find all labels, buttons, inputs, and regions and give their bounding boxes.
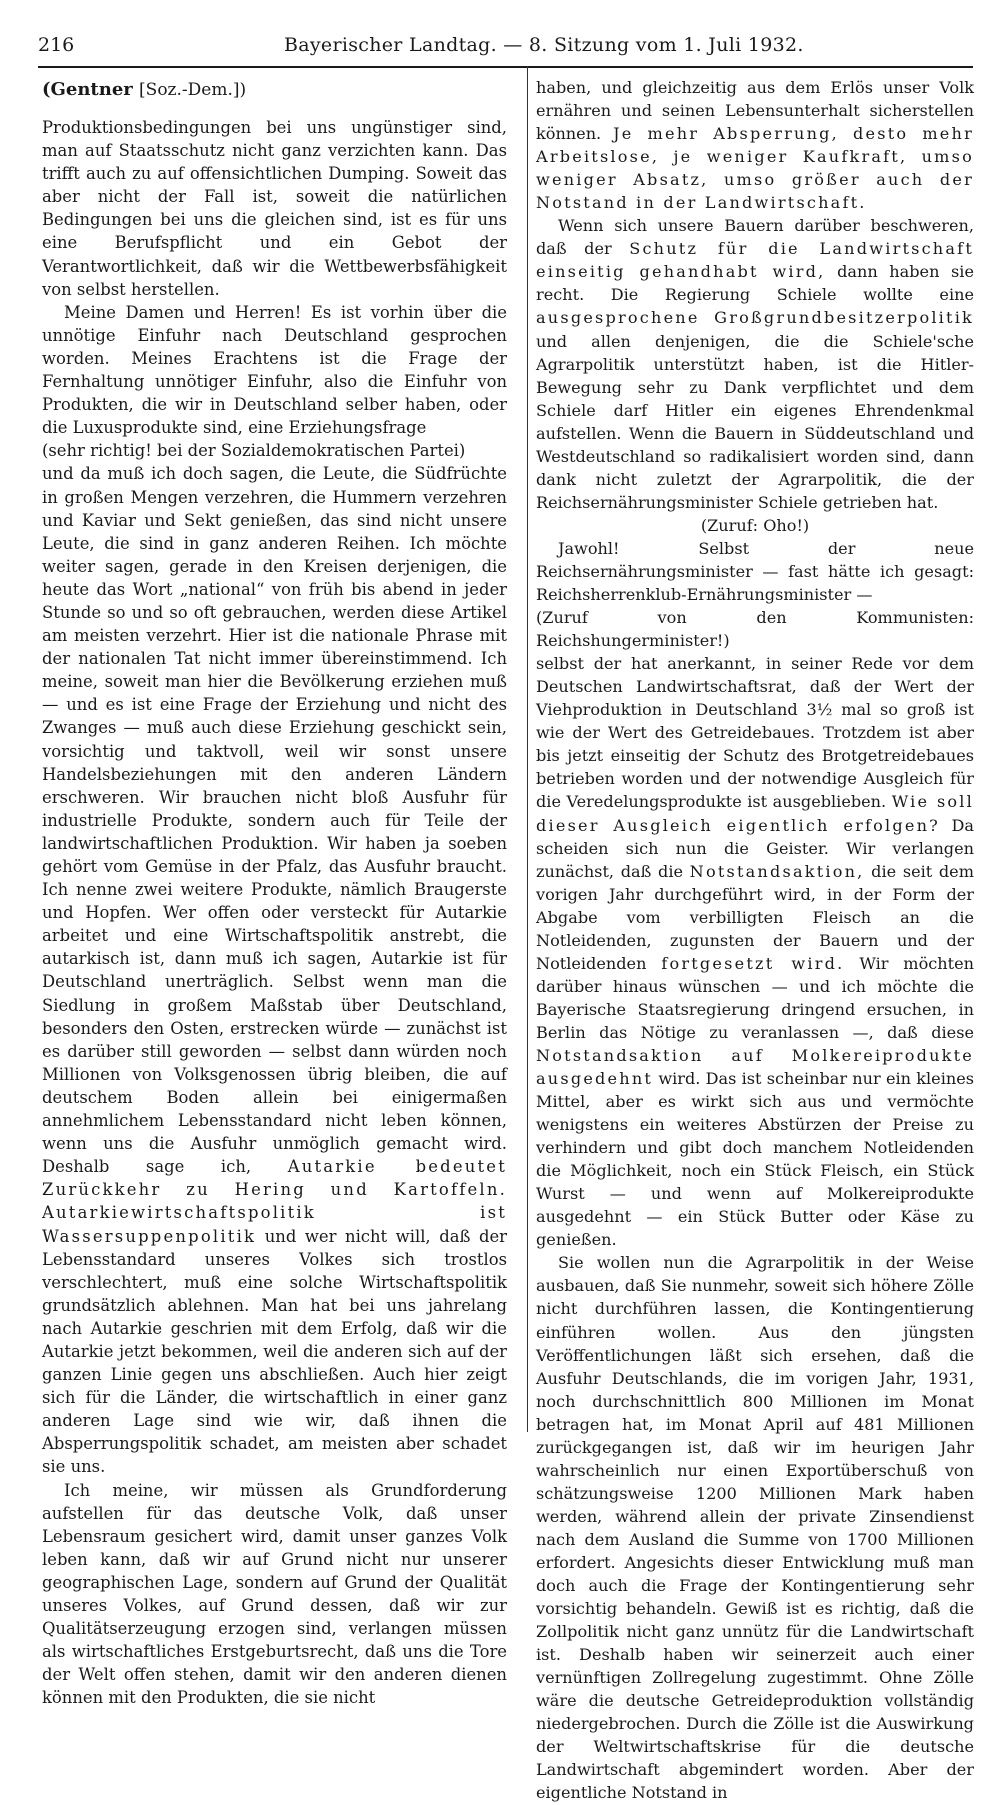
paragraph <box>42 462 507 1478</box>
paragraph <box>536 76 974 214</box>
interjection: (Zuruf: Oho!) <box>700 515 810 535</box>
emphasis-text: fortgesetzt wird. <box>661 953 845 973</box>
text-run: Wir möchten darüber hinaus wünschen — und ich möchte die Bayerische Staatsregierung dringend ersuchen, in Berlin das Nötige zu veranlassen —, daß diese <box>536 953 974 1042</box>
text-run: dann haben sie recht. Die Regierung Schiele wollte eine <box>536 262 974 305</box>
text-run: und wer nicht will, daß der Lebensstandard unseres Volkes sich trostlos verschlechtert, muß eine solche Wirtschaftspolitik grundsätzlich ablehnen. Man hat bei uns jahrelang nach Autarkie geschrien mit dem Erfolg, daß wir die Autarkie jetzt bekommen, weil die anderen sich auf der ganzen Linie gegen uns abschließen. Auch hier zeigt sich für die Länder, die wirtschaftlich in einer ganz anderen Lage sind wie wir, daß ihnen die Absperrungspolitik schadet, am meisten aber schadet sie uns. <box>42 1226 507 1477</box>
speaker-heading <box>42 76 507 104</box>
emphasis-text: Autarkie bedeutet Zurückkehr zu Hering und Kartoffeln. Autarkiewirtschaftspolitik ist Wassersuppenpolitik <box>42 1157 507 1246</box>
paragraph: Produktionsbedingungen bei uns ungünstiger sind, man auf Staatsschutz nicht ganz verzichten kann. Das trifft auch zu auf offensichtlichen Dumping. Soweit das aber nicht der Fall ist, soweit die natürlichen Bedingungen bei uns die gleichen sind, ist es für uns eine Berufspflicht und ein Gebot der Verantwortlichkeit, daß wir die Wettbewerbsfähigkeit von selbst herstellen. <box>42 118 507 299</box>
running-title: Bayerischer Landtag. — 8. Sitzung vom 1. Juli 1932. <box>284 34 804 56</box>
paragraph: Jawohl! Selbst der neue Reichsernährungsminister — fast hätte ich gesagt: Reichsherrenklub-Ernährungsminister — <box>536 538 974 605</box>
paragraph: Meine Damen und Herren! Es ist vorhin über die unnötige Einfuhr nach Deutschland gesprochen worden. Meines Erachtens ist die Frage der Fernhaltung unnötiger Einfuhr, also die Einfuhr von Produkten, die wir in Deutschland selber haben, oder die Luxusprodukte sind, eine Erziehungsfrage <box>42 302 507 438</box>
emphasis-text: Schutz für die Landwirtschaft einseitig gehandhabt wird, <box>536 239 974 282</box>
text-run: wird. Das ist scheinbar nur ein kleines Mittel, aber es wirkt sich aus und vermöchte wenigstens ein weiteres Abstürzen der Preise zu verhindern und gibt doch manchem Notleidenden die Möglichkeit, noch ein Stück Fleisch, ein Stück Wurst — und wenn auf Molkereiprodukte ausgedehnt — ein Stück Butter oder Käse zu genießen. <box>536 1069 974 1250</box>
emphasis-text: Je mehr Absperrung, desto mehr Arbeitslose, je weniger Kaufkraft, umso weniger Absatz, umso größer auch der Notstand in der Landwirtschaft. <box>536 124 974 213</box>
emphasis-text: Notstandsaktion, <box>689 861 865 881</box>
emphasis-text: Notstandsaktion auf Molkereiprodukte ausgedehnt <box>536 1045 974 1089</box>
right-column <box>536 76 974 1805</box>
column-divider <box>527 66 528 1432</box>
speaker-party: [Soz.-Dem.]) <box>139 80 247 100</box>
header-rule <box>38 66 973 68</box>
page-header <box>38 30 968 62</box>
interjection: (Zuruf von den Kommunisten: Reichshungerminister!) <box>536 608 974 651</box>
speaker-name: (Gentner <box>42 79 133 100</box>
text-run: Wenn sich unsere Bauern darüber beschweren, daß der <box>536 216 974 259</box>
text-run: Da scheiden sich nun die Geister. Wir verlangen zunächst, daß die <box>536 815 974 881</box>
text-run: haben, und gleichzeitig aus dem Erlös unser Volk ernähren und seinen Lebensunterhalt sicherstellen können. <box>536 78 974 144</box>
emphasis-text: ausgesprochene Großgrundbesitzerpolitik <box>536 308 974 328</box>
text-run: und da muß ich doch sagen, die Leute, die Südfrüchte in großen Mengen verzehren, die Hummern verzehren und Kaviar und Sekt genießen, das sind nicht unsere Leute, die sind in ganz anderen Reihen. Ich möchte weiter sagen, gerade in den Kreisen derjenigen, die heute das Wort „national“ von früh bis abend in jeder Stunde so und so oft gebrauchen, werden diese Artikel am meisten verzehrt. Hier ist die nationale Phrase mit der nationalen Tat nicht immer übereinstimmend. Ich meine, soweit man hier die Bevölkerung erziehen muß — und es ist eine Frage der Erziehung und nicht des Zwanges — muß auch diese Erziehung geschickt sein, vorsichtig und taktvoll, weil wir sonst unsere Handelsbeziehungen mit den anderen Ländern erschweren. Wir brauchen nicht bloß Ausfuhr für industrielle Produkte, sondern auch für Teile der landwirtschaftlichen Produktion. Wir haben ja soeben gehört vom Gemüse in der Pfalz, das Ausfuhr braucht. Ich nenne zwei weitere Produkte, nämlich Braugerste und Hopfen. Wer offen oder versteckt für Autarkie arbeitet und eine Wirtschaftspolitik anstrebt, die autarkisch ist, dann muß ich sagen, Autarkie ist für Deutschland unerträglich. Selbst wenn man die Siedlung in großem Maßstab über Deutschland, besonders den Osten, erstrecken würde — zunächst ist es darüber still geworden — selbst dann würden noch Millionen von Volksgenossen übrig bleiben, die auf deutschem Boden allein bei einigermaßen annehmlichem Lebensstandard nicht leben können, wenn uns die Ausfuhr unmöglich gemacht wird. Deshalb sage ich, <box>42 464 507 1177</box>
text-run: und allen denjenigen, die die Schiele'sche Agrarpolitik unterstützt haben, ist die Hitler-Bewegung sehr zu Dank verpflichtet und dem Schiele darf Hitler ein eigenes Ehrendenkmal aufstellen. Wenn die Bauern in Süddeutschland und Westdeutschland so radikalisiert worden sind, dann dank nicht zuletzt der Agrarpolitik, die der Reichsernährungsminister Schiele getrieben hat. <box>536 331 974 512</box>
paragraph <box>536 652 974 1251</box>
text-run: die seit dem vorigen Jahr durchgeführt wird, in der Form der Abgabe vom verbilligten Fleisch an die Notleidenden, zugunsten der Bauern und der Notleidenden <box>536 861 974 973</box>
paragraph <box>536 214 974 514</box>
left-column <box>42 76 507 1709</box>
paragraph: Ich meine, wir müssen als Grundforderung aufstellen für das deutsche Volk, daß unser Lebensraum gesichert wird, damit unser ganzes Volk leben kann, daß wir auf Grund nicht nur unserer geographischen Lage, sondern auf Grund der Qualität unseres Volkes, auf Grund dessen, daß wir zur Qualitätserzeugung erzogen sind, verlangen müssen als wirtschaftliches Erstgeburtsrecht, daß uns die Tore der Welt offen stehen, damit wir den anderen dienen können mit den Produkten, die sie nicht <box>42 1480 507 1708</box>
emphasis-text: Wie soll dieser Ausgleich eigentlich erfolgen? <box>536 792 974 835</box>
text-run: selbst der hat anerkannt, in seiner Rede vor dem Deutschen Landwirtschaftsrat, daß der Wert der Viehproduktion in Deutschland 3½ mal so groß ist wie der Wert des Getreidebaues. Trotzdem ist aber bis jetzt einseitig der Schutz des Brotgetreidebaues betrieben worden und der notwendige Ausgleich für die Veredelungsprodukte ist ausgeblieben. <box>536 654 974 812</box>
page-number: 216 <box>38 34 75 56</box>
paragraph: Sie wollen nun die Agrarpolitik in der Weise ausbauen, daß Sie nunmehr, soweit sich höhere Zölle nicht durchführen lassen, die Kontingentierung einführen wollen. Aus den jüngsten Veröffentlichungen läßt sich ersehen, daß die Ausfuhr Deutschlands, die im vorigen Jahr, 1931, noch durchschnittlich 800 Millionen im Monat betragen hat, im Monat April auf 481 Millionen zurückgegangen ist, daß wir im heurigen Jahr wahrscheinlich nur einen Exportüberschuß von schätzungsweise 1200 Millionen Mark haben werden, während allein der private Zinsendienst nach dem Ausland die Summe von 1700 Millionen erfordert. Angesichts dieser Entwicklung muß man doch auch die Frage der Kontingentierung sehr vorsichtig behandeln. Gewiß ist es richtig, daß die Zollpolitik nicht ganz unnütz für die Landwirtschaft ist. Deshalb haben wir seinerzeit auch einer vernünftigen Zollregelung zugestimmt. Ohne Zölle wäre die deutsche Getreideproduktion vollständig niedergebrochen. Durch die Zölle ist die Auswirkung der Weltwirtschaftskrise für die deutsche Landwirtschaft abgemindert worden. Aber der eigentliche Notstand in <box>536 1253 974 1803</box>
interjection: (sehr richtig! bei der Sozialdemokratischen Partei) <box>42 441 466 461</box>
